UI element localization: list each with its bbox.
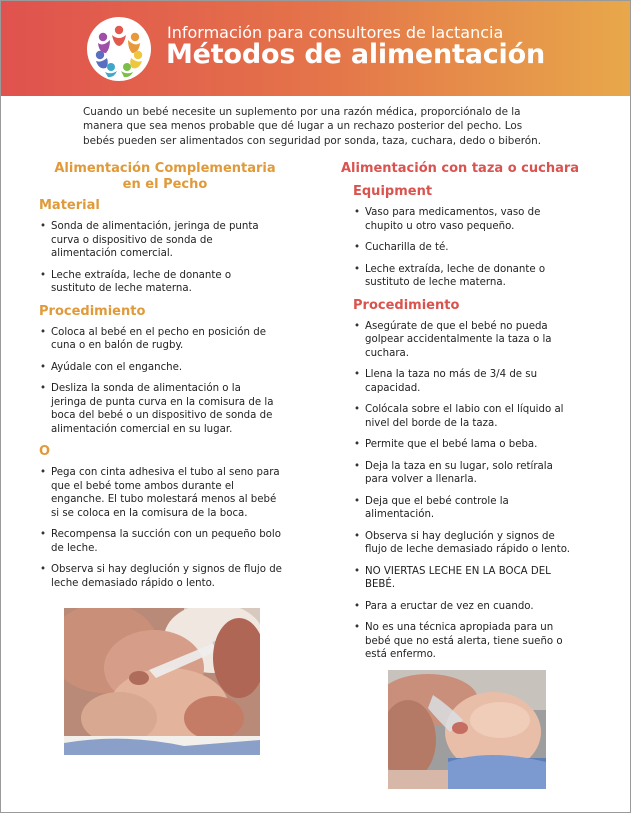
left-material-list — [39, 220, 275, 296]
list-item: • Observa si hay deglución y signos de flujo de leche demasiado rápido o lento. — [39, 563, 287, 590]
list-item: • NO VIERTAS LECHE EN LA BOCA DEL BEBÉ. — [353, 565, 571, 592]
list-item: • Cucharilla de té. — [353, 241, 565, 255]
list-item: • Leche extraída, leche de donante o sustituto de leche materna. — [39, 269, 275, 296]
list-item: • Para a eructar de vez en cuando. — [353, 600, 571, 614]
list-item: • Asegúrate de que el bebé no pueda golpear accidentalmente la taza o la cuchara. — [353, 320, 571, 361]
right-procedure-heading: Procedimiento — [353, 297, 460, 313]
people-circle-logo-icon — [87, 17, 151, 81]
list-item: • Deja que el bebé controle la alimentación. — [353, 495, 571, 522]
list-item: • Coloca al bebé en el pecho en posición de cuna o en balón de rugby. — [39, 326, 275, 353]
right-section-title: Alimentación con taza o cuchara — [340, 161, 580, 176]
list-item: • Desliza la sonda de alimentación o la jeringa de punta curva en la comisura de la boca del bebé o un dispositivo de sonda de alimentación comercial en su lugar. — [39, 382, 275, 436]
list-item: • Recompensa la succión con un pequeño bolo de leche. — [39, 528, 287, 555]
photo-breast-feeding-syringe — [64, 608, 260, 755]
left-procedure-heading: Procedimiento — [39, 303, 146, 319]
left-material-heading: Material — [39, 198, 100, 213]
right-procedure-list — [353, 320, 571, 662]
right-equipment-list — [353, 206, 565, 290]
header-banner — [1, 1, 630, 96]
left-procedure-list — [39, 326, 275, 437]
list-item: • Sonda de alimentación, jeringa de punta curva o dispositivo de sonda de alimentación comercial. — [39, 220, 275, 261]
page-title: Métodos de alimentación — [166, 39, 545, 70]
list-item: • Vaso para medicamentos, vaso de chupito u otro vaso pequeño. — [353, 206, 565, 233]
intro-paragraph: Cuando un bebé necesite un suplemento por una razón médica, proporciónalo de la manera que sea menos probable que dé lugar a un rechazo posterior del pecho. Los bebés pueden ser alimentados con seguridad por sonda, taza, cuchara, dedo o biberón. — [83, 106, 542, 147]
left-section-title-line2: en el Pecho — [122, 177, 208, 192]
list-item: • Llena la taza no más de 3/4 de su capacidad. — [353, 368, 571, 395]
list-item: • No es una técnica apropiada para un bebé que no está alerta, tiene sueño o está enfermo. — [353, 621, 571, 662]
left-column — [39, 161, 291, 598]
photo-cup-feeding — [388, 670, 546, 789]
left-section-title-line1: Alimentación Complementaria — [54, 161, 276, 176]
list-item: • Observa si hay deglución y signos de flujo de leche demasiado rápido o lento. — [353, 530, 571, 557]
right-equipment-heading: Equipment — [353, 184, 433, 199]
list-item: • Deja la taza en su lugar, solo retírala para volver a llenarla. — [353, 460, 571, 487]
header-subtitle: Información para consultores de lactancia — [167, 23, 504, 42]
list-item: • Pega con cinta adhesiva el tubo al seno para que el bebé tome ambos durante el enganche. El tubo molestará menos al bebé si se coloca en la comisura de la boca. — [39, 466, 287, 520]
logo — [87, 17, 151, 81]
list-item: • Permite que el bebé lama o beba. — [353, 438, 571, 452]
list-item: • Leche extraída, leche de donante o sustituto de leche materna. — [353, 263, 565, 290]
left-or-heading: O — [39, 444, 51, 459]
list-item: • Colócala sobre el labio con el líquido al nivel del borde de la taza. — [353, 403, 571, 430]
right-column — [335, 161, 585, 670]
left-or-list — [39, 466, 287, 590]
list-item: • Ayúdale con el enganche. — [39, 361, 275, 375]
